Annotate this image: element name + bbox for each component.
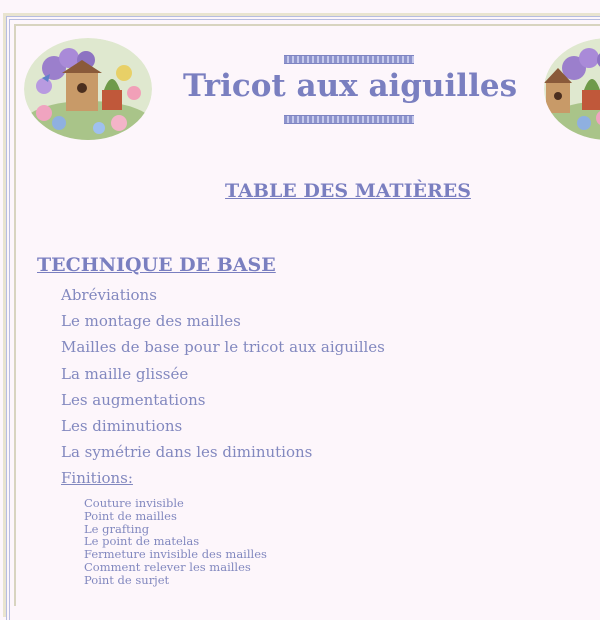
finitions-item[interactable]: Le grafting <box>84 521 150 536</box>
finitions-item[interactable]: Le point de matelas <box>84 534 200 549</box>
toc-list <box>61 284 385 494</box>
toc-item[interactable]: La maille glissée <box>61 364 189 383</box>
toc-item[interactable]: Les diminutions <box>61 416 183 435</box>
finitions-item[interactable]: Comment relever les mailles <box>84 559 251 574</box>
finitions-item[interactable]: Couture invisible <box>84 496 184 510</box>
finitions-item[interactable]: Fermeture invisible des mailles <box>84 547 267 562</box>
page-title: Tricot aux aiguilles <box>182 68 518 104</box>
finitions-list <box>84 497 267 587</box>
finitions-item[interactable]: Point de surjet <box>84 572 170 587</box>
toc-item[interactable]: Le montage des mailles <box>61 312 241 331</box>
toc-item[interactable]: Mailles de base pour le tricot aux aiguilles <box>61 338 385 357</box>
section-heading-link[interactable]: TECHNIQUE DE BASE <box>37 254 276 276</box>
garden-birdhouse-icon <box>24 38 152 140</box>
decorative-bar-top <box>284 55 414 64</box>
toc-item[interactable]: Les augmentations <box>61 390 206 409</box>
toc-item[interactable]: La symétrie dans les diminutions <box>61 443 313 462</box>
toc-item[interactable]: Abréviations <box>61 286 157 304</box>
toc-heading-link[interactable]: TABLE DES MATIÈRES <box>225 180 471 202</box>
decorative-bar-bottom <box>284 115 414 124</box>
finitions-item[interactable]: Point de mailles <box>84 508 177 523</box>
toc-item-finitions[interactable]: Finitions: <box>61 469 133 488</box>
